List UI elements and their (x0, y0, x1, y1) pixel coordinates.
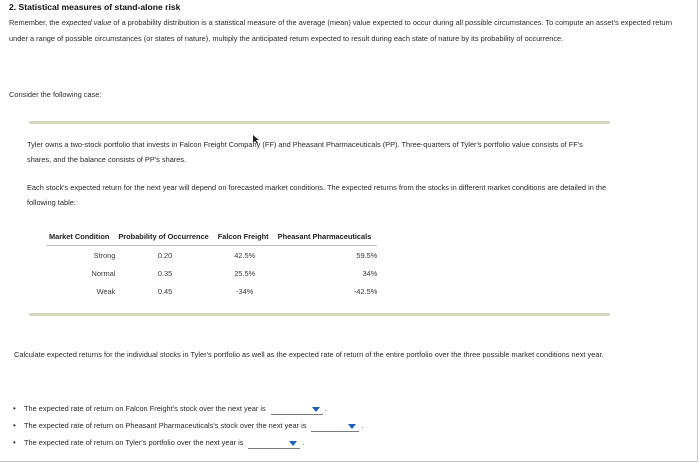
chevron-down-icon (348, 424, 356, 429)
cell-pheasant-pharmaceuticals: -42.5% (353, 286, 378, 296)
table-row (46, 282, 377, 300)
pp-return-dropdown[interactable] (311, 421, 359, 432)
intro-emphasis: expected value (61, 18, 112, 27)
returns-table (46, 229, 377, 300)
case-paragraph-2: Each stock's expected return for the next year will depend on forecasted market conditions. The expected returns from the stocks in different market conditions are detailed in the following table: (27, 183, 607, 207)
question-text-pp: The expected rate of return on Pheasant Pharmaceuticals's stock over the next year is (24, 421, 307, 430)
header-probability: Probability of Occurrence (115, 229, 214, 246)
portfolio-return-dropdown[interactable] (248, 438, 300, 449)
question-list (13, 400, 363, 451)
intro-text-end: of a probability distribution is a statistical measure of the average (mean) value expected to occur during all possible circumstances. To compute an asset's expected return under a range of possible circumstances (or states of nature), multiply the anticipated return expected to result during each state of nature by its probability of occurrence. (9, 18, 673, 43)
section-title: 2. Statistical measures of stand-alone risk (9, 2, 181, 12)
period: . (302, 438, 305, 447)
header-pheasant-pharmaceuticals: Pheasant Pharmaceuticals (275, 229, 378, 246)
top-divider (29, 121, 610, 124)
cell-probability: 0.45 (157, 286, 173, 296)
ff-return-dropdown[interactable] (271, 404, 323, 415)
question-item-portfolio (13, 434, 363, 451)
question-text-ff: The expected rate of return on Falcon Freight's stock over the next year is (24, 404, 266, 413)
cell-falcon-freight: 42.5% (234, 250, 256, 260)
cell-falcon-freight: 25.5% (234, 268, 256, 278)
question-item-ff (13, 400, 363, 417)
table-row (46, 246, 377, 265)
header-market-condition: Market Condition (46, 229, 115, 246)
cell-probability: 0.35 (157, 268, 173, 278)
calculation-instructions: Calculate expected returns for the individual stocks in Tyler's portfolio as well as the expected rate of return of the entire portfolio over the three possible market conditions next year. (14, 350, 604, 359)
cell-market-condition: Weak (96, 286, 116, 296)
cell-falcon-freight: -34% (236, 286, 254, 296)
period: . (324, 404, 327, 413)
period: . (361, 421, 364, 430)
cell-market-condition: Strong (93, 250, 116, 260)
question-item-pp (13, 417, 363, 434)
bottom-divider (29, 313, 610, 316)
bullet: • (13, 404, 16, 413)
chevron-down-icon (289, 441, 297, 446)
table-row (46, 264, 377, 282)
intro-paragraph (9, 15, 689, 46)
chevron-down-icon (312, 407, 320, 412)
cell-probability: 0.20 (157, 250, 173, 260)
cell-pheasant-pharmaceuticals: 59.5% (356, 250, 378, 260)
question-text-portfolio: The expected rate of return on Tyler's portfolio over the next year is (24, 438, 244, 447)
cell-pheasant-pharmaceuticals: 34% (362, 268, 378, 278)
intro-text-start: Remember, the (9, 18, 62, 27)
bullet: • (13, 438, 16, 447)
table-header-row (46, 229, 377, 246)
cell-market-condition: Normal (91, 268, 116, 278)
case-paragraph-1: Tyler owns a two-stock portfolio that invests in Falcon Freight Company (FF) and Pheasant Pharmaceuticals (PP). Three-quarters of Tyler's portfolio value consists of FF's shares, and the balance consists of PP's shares. (27, 140, 583, 164)
bullet: • (13, 421, 16, 430)
consider-label: Consider the following case: (9, 90, 102, 99)
header-falcon-freight: Falcon Freight (215, 229, 275, 246)
